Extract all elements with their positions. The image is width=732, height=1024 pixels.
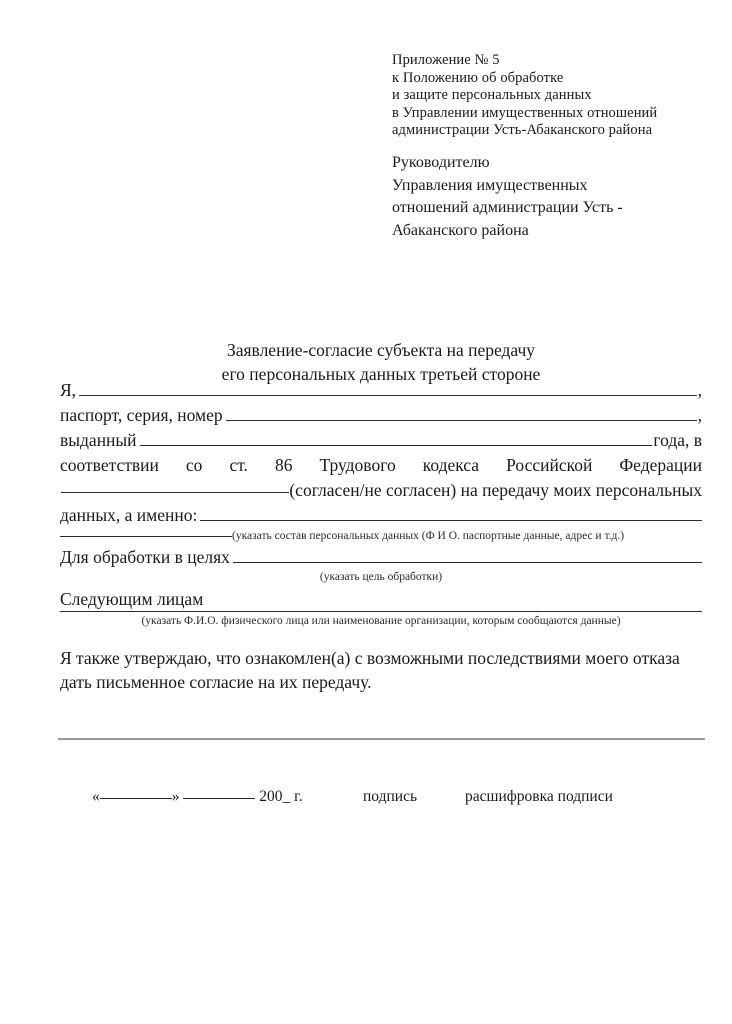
consent-input-rule[interactable] [61, 492, 289, 493]
field-row-consent [60, 478, 702, 503]
signature-decoding-label: расшифровка подписи [465, 788, 613, 805]
appendix-line-1: Приложение № 5 [392, 52, 500, 68]
addressee-line-3: отношений администрации Усть - [392, 199, 623, 216]
field-row-passport [60, 403, 702, 428]
issued-label: выданный [60, 430, 137, 450]
appendix-line-4: в Управлении имущественных отношений [392, 104, 658, 121]
purpose-caption: (указать цель обработки) [319, 571, 443, 583]
field-row-fullname [60, 378, 702, 403]
addressee-block [392, 152, 712, 242]
fullname-input-rule[interactable] [79, 395, 697, 396]
signature-label: подпись [363, 788, 418, 805]
data-namely-caption-row [60, 528, 702, 544]
consent-text: (согласен/не согласен) на передачу моих персональных [289, 480, 702, 500]
persons-caption: (указать Ф.И.О. физического лица или наименование организации, которым сообщаются данные) [141, 615, 621, 627]
field-row-issued [60, 428, 702, 453]
data-namely-label: данных, а именно: [60, 505, 198, 525]
field-row-persons [60, 587, 702, 611]
legal-reference-line: соответствии со ст. 86 Трудового кодекса Российской Федерации [60, 455, 702, 475]
data-namely-caption: (указать состав персональных данных (Ф И О. паспортные данные, адрес и т.д.) [232, 530, 625, 542]
date-field [92, 786, 303, 808]
addressee-line-2: Управления имущественных [392, 176, 588, 194]
data-namely-input-rule[interactable] [200, 520, 702, 521]
issued-trailing-text: года, в [653, 430, 702, 450]
title-line-1: Заявление-согласие субъекта на передачу [226, 340, 536, 360]
issued-input-rule[interactable] [140, 445, 653, 446]
fullname-trailing-comma: , [697, 380, 702, 400]
fullname-label: Я, [60, 380, 77, 400]
appendix-line-2: к Положению об обработке [392, 69, 564, 86]
field-row-data-namely [60, 503, 702, 528]
date-month-rule[interactable] [183, 798, 255, 799]
date-quote-close: » [171, 788, 180, 805]
date-year-label: 200_ г. [259, 788, 303, 805]
date-quote-open: « [92, 788, 100, 805]
appendix-line-3: и защите персональных данных [392, 87, 592, 103]
appendix-line-5: администрации Усть-Абаканского района [392, 122, 653, 138]
footer-divider [58, 738, 705, 740]
persons-label: Следующим лицам [60, 589, 204, 609]
form-body [60, 378, 702, 694]
addressee-line-4: Абаканского района [392, 221, 529, 239]
addressee-line-1: Руководителю [392, 154, 490, 171]
data-namely-caption-rule[interactable] [60, 536, 232, 537]
field-row-purpose [60, 545, 702, 570]
title-line-2: его персональных данных третьей стороне [221, 364, 541, 384]
passport-input-rule[interactable] [226, 420, 697, 421]
purpose-label: Для обработки в целях [60, 547, 230, 567]
closing-statement: Я также утверждаю, что ознакомлен(а) с возможными последствиями моего отказа дать письменное согласие на их передачу. [60, 648, 680, 692]
passport-label: паспорт, серия, номер [60, 405, 223, 425]
date-day-rule[interactable] [100, 798, 172, 799]
passport-trailing-comma: , [697, 405, 702, 425]
signature-row [60, 786, 705, 808]
appendix-reference-block [392, 52, 712, 140]
purpose-input-rule[interactable] [233, 562, 702, 563]
